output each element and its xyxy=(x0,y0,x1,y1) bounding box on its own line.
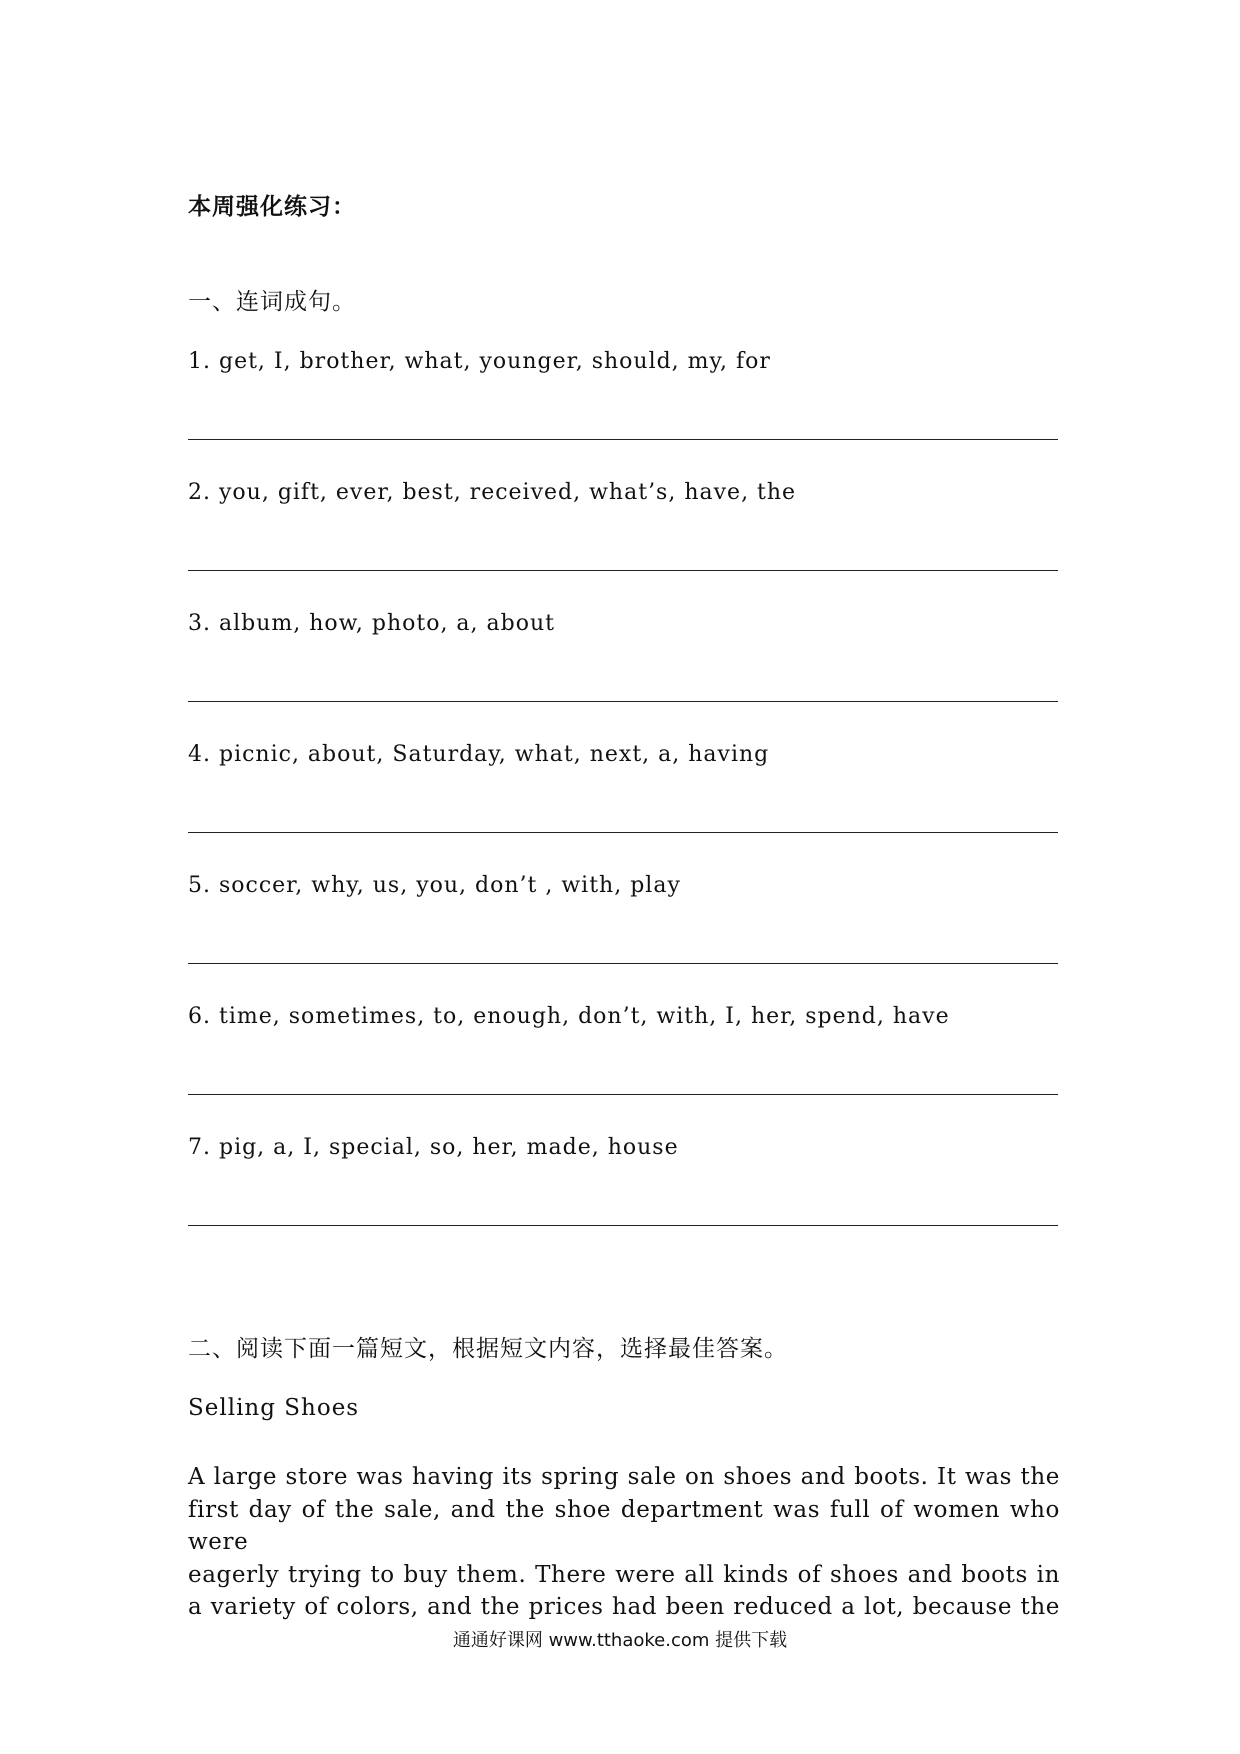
answer-line-7[interactable] xyxy=(188,1225,1058,1226)
page-footer: 通通好课网 www.tthaoke.com 提供下载 xyxy=(452,1630,788,1651)
answer-line-3[interactable] xyxy=(188,701,1058,702)
question-item-6: 6. time, sometimes, to, enough, don’t, with, I, her, spend, have xyxy=(188,1004,950,1029)
question-item-3: 3. album, how, photo, a, about xyxy=(188,611,555,636)
passage-body xyxy=(188,1461,1060,1624)
answer-line-4[interactable] xyxy=(188,832,1058,833)
answer-line-5[interactable] xyxy=(188,963,1058,964)
passage-line: first day of the sale, and the shoe department was full of women who were xyxy=(188,1496,1060,1555)
passage-line: eagerly trying to buy them. There were all kinds of shoes and boots in xyxy=(188,1561,1060,1588)
passage-line: a variety of colors, and the prices had been reduced a lot, because the xyxy=(188,1594,1060,1620)
answer-line-1[interactable] xyxy=(188,439,1058,440)
question-item-4: 4. picnic, about, Saturday, what, next, a, having xyxy=(188,742,770,767)
question-item-2: 2. you, gift, ever, best, received, what’s, have, the xyxy=(188,480,797,505)
question-item-5: 5. soccer, why, us, you, don’t , with, play xyxy=(188,873,681,898)
question-item-7: 7. pig, a, I, special, so, her, made, house xyxy=(188,1135,679,1160)
passage-title: Selling Shoes xyxy=(188,1395,360,1421)
section2-heading: 二、阅读下面一篇短文，根据短文内容，选择最佳答案。 xyxy=(188,1336,788,1362)
answer-line-2[interactable] xyxy=(188,570,1058,571)
answer-line-6[interactable] xyxy=(188,1094,1058,1095)
page-title: 本周强化练习： xyxy=(188,193,356,220)
passage-line: A large store was having its spring sale on shoes and boots. It was the xyxy=(188,1464,1060,1490)
question-item-1: 1. get, I, brother, what, younger, should, my, for xyxy=(188,349,771,374)
section1-heading: 一、连词成句。 xyxy=(188,289,356,315)
